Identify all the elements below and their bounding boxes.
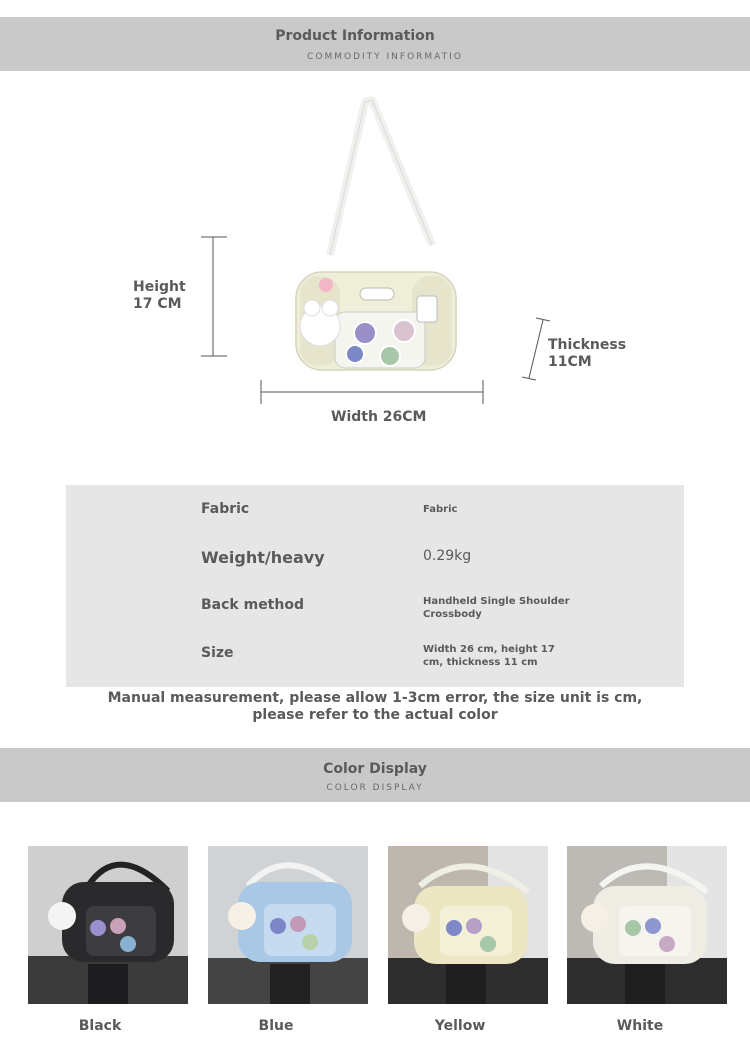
measurement-note: Manual measurement, please allow 1-3cm error, the size unit is cm, please refer to the actual color bbox=[107, 690, 643, 723]
color-photo-black[interactable] bbox=[28, 846, 188, 1004]
color-photo-blue[interactable] bbox=[208, 846, 368, 1004]
spec-label: Weight/heavy bbox=[201, 548, 325, 567]
spec-value: 0.29kg bbox=[423, 548, 472, 564]
bag-dimension-diagram bbox=[0, 80, 750, 500]
height-label: Height 17 CM bbox=[133, 279, 186, 312]
color-photo-white[interactable] bbox=[567, 846, 727, 1004]
spec-value: Handheld Single Shoulder Crossbody bbox=[423, 596, 570, 620]
width-label: Width 26CM bbox=[331, 409, 427, 425]
color-display-header bbox=[0, 748, 750, 802]
color-name-white: White bbox=[616, 1018, 664, 1034]
bag-strap bbox=[330, 100, 432, 255]
spec-value: Fabric bbox=[423, 504, 458, 515]
color-name-blue: Blue bbox=[258, 1018, 294, 1034]
thickness-label: Thickness 11CM bbox=[548, 337, 627, 370]
spec-value: Width 26 cm, height 17 cm, thickness 11 cm bbox=[423, 644, 555, 668]
section-subtitle: COMMODITY INFORMATIO bbox=[307, 52, 463, 62]
spec-label: Fabric bbox=[201, 501, 250, 517]
spec-label: Size bbox=[201, 645, 234, 661]
section-subtitle: COLOR DISPLAY bbox=[326, 783, 424, 793]
section-title: Product Information bbox=[275, 28, 435, 44]
spec-label: Back method bbox=[201, 597, 304, 613]
spec-table bbox=[66, 485, 684, 687]
product-info-header bbox=[0, 17, 750, 71]
color-name-yellow: Yellow bbox=[434, 1018, 486, 1034]
color-name-black: Black bbox=[78, 1018, 122, 1034]
section-title: Color Display bbox=[323, 761, 427, 777]
color-photo-yellow[interactable] bbox=[388, 846, 548, 1004]
